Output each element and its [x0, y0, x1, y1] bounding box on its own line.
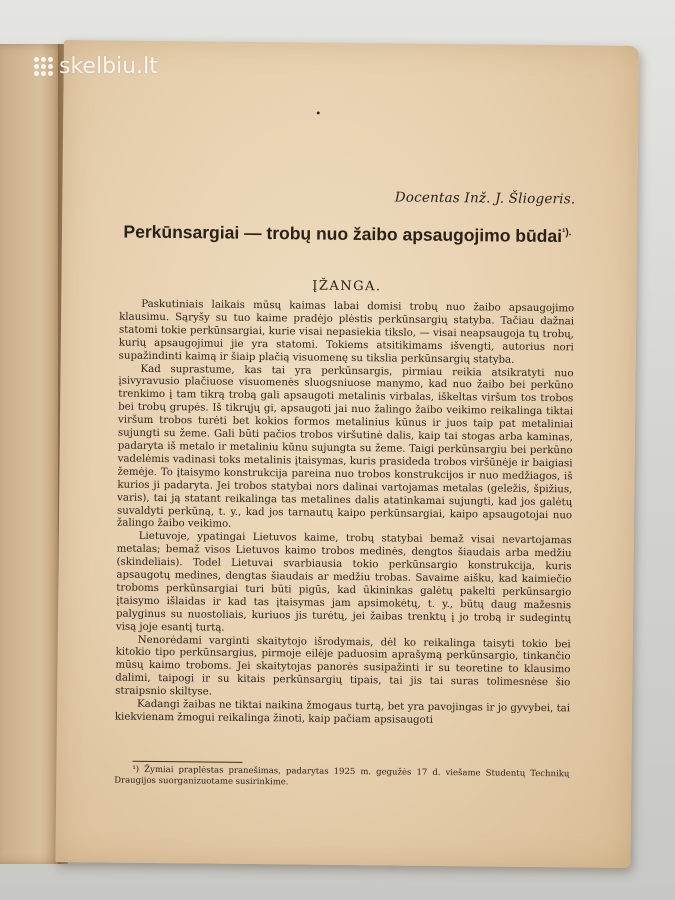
watermark-logo-icon	[34, 57, 53, 76]
section-heading: ĮŽANGA.	[312, 278, 382, 295]
paragraph: Paskutiniais laikais mūsų kaimas labai domisi trobų nuo žaibo apsaugojimo klausimu. Sąryšy su tuo kaime pradėjo plėstis perkūnsargių statyba. Tačiau dažnai statomi tokie perkūnsargiai, kurie visai nepasiekia tikslo, — visai neapsaugoja tų trobų, kurių apsaugojimui jie yra statomi. Tokiems atsitikimams išvengti, autorius nori supažindinti kaimą ir šiaip plačią visuomenę su tikslia perkūnsargių statyba.	[118, 298, 575, 366]
footnote-text: Žymiai praplėstas pranešimas, padarytas 1925 m. gegužės 17 d. viešame Studentų Technikų Draugijos suorganizuotame susirinkime.	[114, 764, 570, 788]
footnote-divider	[132, 761, 242, 763]
title-footnote-mark: ¹).	[561, 227, 572, 239]
article-title-text: Perkūnsargiai — trobų nuo žaibo apsaugojimo būdai	[123, 221, 563, 247]
article-title	[120, 217, 575, 249]
paragraph: Nenorėdami varginti skaitytojo išrodymais, dėl ko reikalinga taisyti tokio bei kitokio tipo perkūnsargius, pirmoje eilėje paduosim aprašymą perkūnsargio, tinkančio mūsų kaimo troboms. Jei skaitytojas panorės susipažinti ir su teoretine to klausimo dalimi, taipogi ir su kitais perkūnsargių tipais, tai jis tai suras tolimesnėse šio straipsnio skiltyse.	[115, 634, 571, 698]
article-body	[115, 299, 574, 730]
ornament-dot: •	[315, 108, 322, 120]
paragraph: Lietuvoje, ypatingai Lietuvos kaime, trobų statybai bemaž visai nevartojamas metalas; bemaž visos Lietuvos kaimo trobos medinės, dengtos šiaudais arba medžiu (skindeliais). Todel Lietuvai svarbiausia tokio perkūnsargio konstrukcija, kuris apsaugotų medines, dengtas šiaudais ar medžiu trobas. Savaime aišku, kad kaimiečio troboms perkūnsargiai turi būti pigūs, kad ūkininkas galėtų pakelti perkūnsargio įtaisymo išlaidas ir kad tas įtaisymas jam apsimokėtų, t. y., būtų daug mažesnis palyginus su nuostoliais, kuriuos jis turėtų, jei žaibas trenktų į jo trobą ir sudegintų visą joje esantį turtą.	[115, 531, 572, 634]
footnote-mark: ¹)	[132, 764, 140, 775]
watermark	[34, 54, 158, 79]
footnote	[114, 765, 569, 792]
paragraph: Kad suprastume, kas tai yra perkūnsargis, pirmiau reikia atsikratyti nuo įsivyravusio plačiuose visuomenės sluogsniuose manymo, kad nuo žaibo bei perkūno trenkimo į tam tikrą trobą gali apsaugoti metalinis virbalas, iškeltas viršum tos trobos bei trobų grupės. Iš tikrųjų gi, apsaugoti jai nuo žalingo žaibo veikimo reikalinga tiktai viršum trobos turėti bet kokios formos metalinius kūnus ir juos taip pat metaliniai sujungti su žeme. Gali būti pačios trobos viršutinė dalis, kaip tai stogas arba kaminas, padaryta iš metalo ir metaliniu kūnu sujungta su žeme. Taigi perkūnsargiu bei perkūno vadelėmis vadinasi toks metalinis įtaisymas, kuris prasideda trobos viršūnėje ir baigiasi žemėje. To įtaisymo konstrukcija pareina nuo trobos konstrukcijos ir nuo medžiagos, iš kurios ji padaryta. Jei trobos statybai nors dalinai vartojamas metalas (geležis, špižius, varis), tai ją statant reikalinga tas metalines dalis atatinkamai sujungti, kad jos galėtų suvaldyti perkūną, t. y., kad jos tarnautų kaipo perkūnsargiai, kaipo apsaugotojai nuo žalingo žaibo veikimo.	[116, 363, 574, 531]
paragraph: Kadangi žaibas ne tiktai naikina žmogaus turtą, bet yra pavojingas ir jo gyvybei, tai kiekvienam žmogui reikalinga žinoti, kaip pačiam apsisaugoti	[114, 698, 571, 726]
booklet-page	[55, 40, 639, 868]
author-line: Docentas Inž. J. Šliogeris.	[394, 189, 576, 208]
watermark-text: skelbiu.lt	[59, 54, 158, 79]
